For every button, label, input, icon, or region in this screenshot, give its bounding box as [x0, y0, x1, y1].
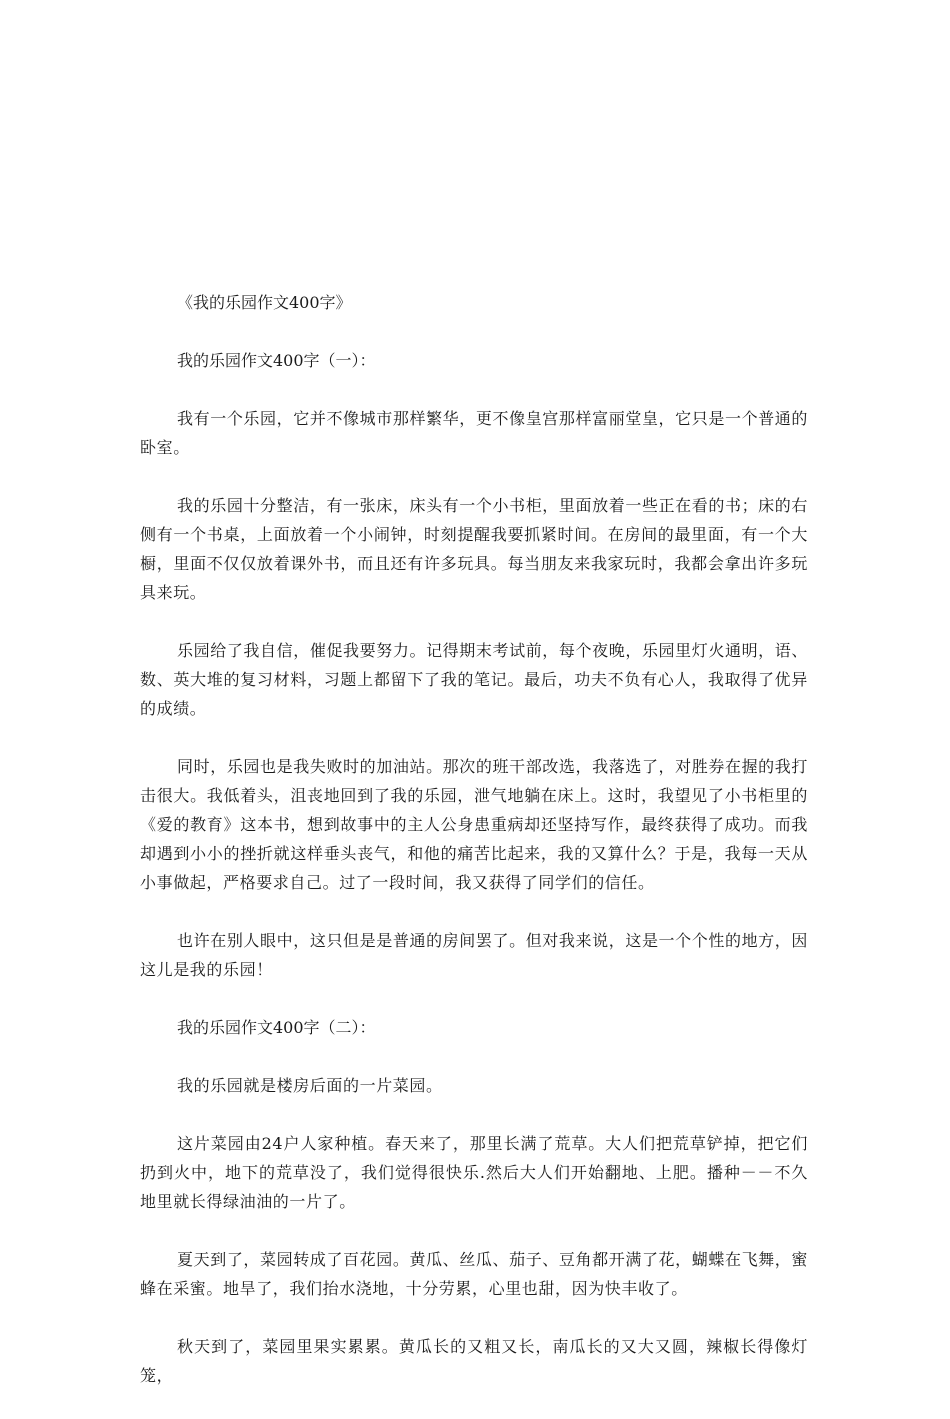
- paragraph: 秋天到了，菜园里果实累累。黄瓜长的又粗又长，南瓜长的又大又圆，辣椒长得像灯笼，: [140, 1337, 808, 1385]
- paragraph: 我的乐园十分整洁，有一张床，床头有一个小书柜，里面放着一些正在看的书；床的右侧有一个书桌，上面放着一个小闹钟，时刻提醒我要抓紧时间。在房间的最里面，有一个大橱，里面不仅仅放着课外书，而且还有许多玩具。每当朋友来我家玩时，我都会拿出许多玩具来玩。: [140, 496, 808, 602]
- document-title: 《我的乐园作文400字》: [177, 293, 352, 312]
- paragraph: 我有一个乐园，它并不像城市那样繁华，更不像皇宫那样富丽堂皇，它只是一个普通的卧室。: [140, 409, 808, 457]
- paragraph: 我的乐园就是楼房后面的一片菜园。: [177, 1076, 443, 1095]
- document-body: [140, 288, 808, 1419]
- paragraph: 同时，乐园也是我失败时的加油站。那次的班干部改选，我落选了，对胜券在握的我打击很大。我低着头，沮丧地回到了我的乐园，泄气地躺在床上。这时，我望见了小书柜里的《爱的教育》这本书，想到故事中的主人公身患重病却还坚持写作，最终获得了成功。而我却遇到小小的挫折就这样垂头丧气，和他的痛苦比起来，我的又算什么？于是，我每一天从小事做起，严格要求自己。过了一段时间，我又获得了同学们的信任。: [140, 757, 808, 892]
- section-heading-2: 我的乐园作文400字（二）：: [177, 1018, 376, 1037]
- paragraph: 乐园给了我自信，催促我要努力。记得期末考试前，每个夜晚，乐园里灯火通明，语、数、英大堆的复习材料，习题上都留下了我的笔记。最后，功夫不负有心人，我取得了优异的成绩。: [140, 641, 808, 718]
- paragraph: 这片菜园由24户人家种植。春天来了，那里长满了荒草。大人们把荒草铲掉，把它们扔到火中，地下的荒草没了，我们觉得很快乐.然后大人们开始翻地、上肥。播种－－不久地里就长得绿油油的一片了。: [140, 1134, 808, 1211]
- paragraph: 也许在别人眼中，这只但是是普通的房间罢了。但对我来说，这是一个个性的地方，因这儿是我的乐园！: [140, 931, 808, 979]
- section-heading-1: 我的乐园作文400字（一）：: [177, 351, 376, 370]
- paragraph: 夏天到了，菜园转成了百花园。黄瓜、丝瓜、茄子、豆角都开满了花，蝴蝶在飞舞，蜜蜂在采蜜。地旱了，我们抬水浇地，十分劳累，心里也甜，因为快丰收了。: [140, 1250, 808, 1298]
